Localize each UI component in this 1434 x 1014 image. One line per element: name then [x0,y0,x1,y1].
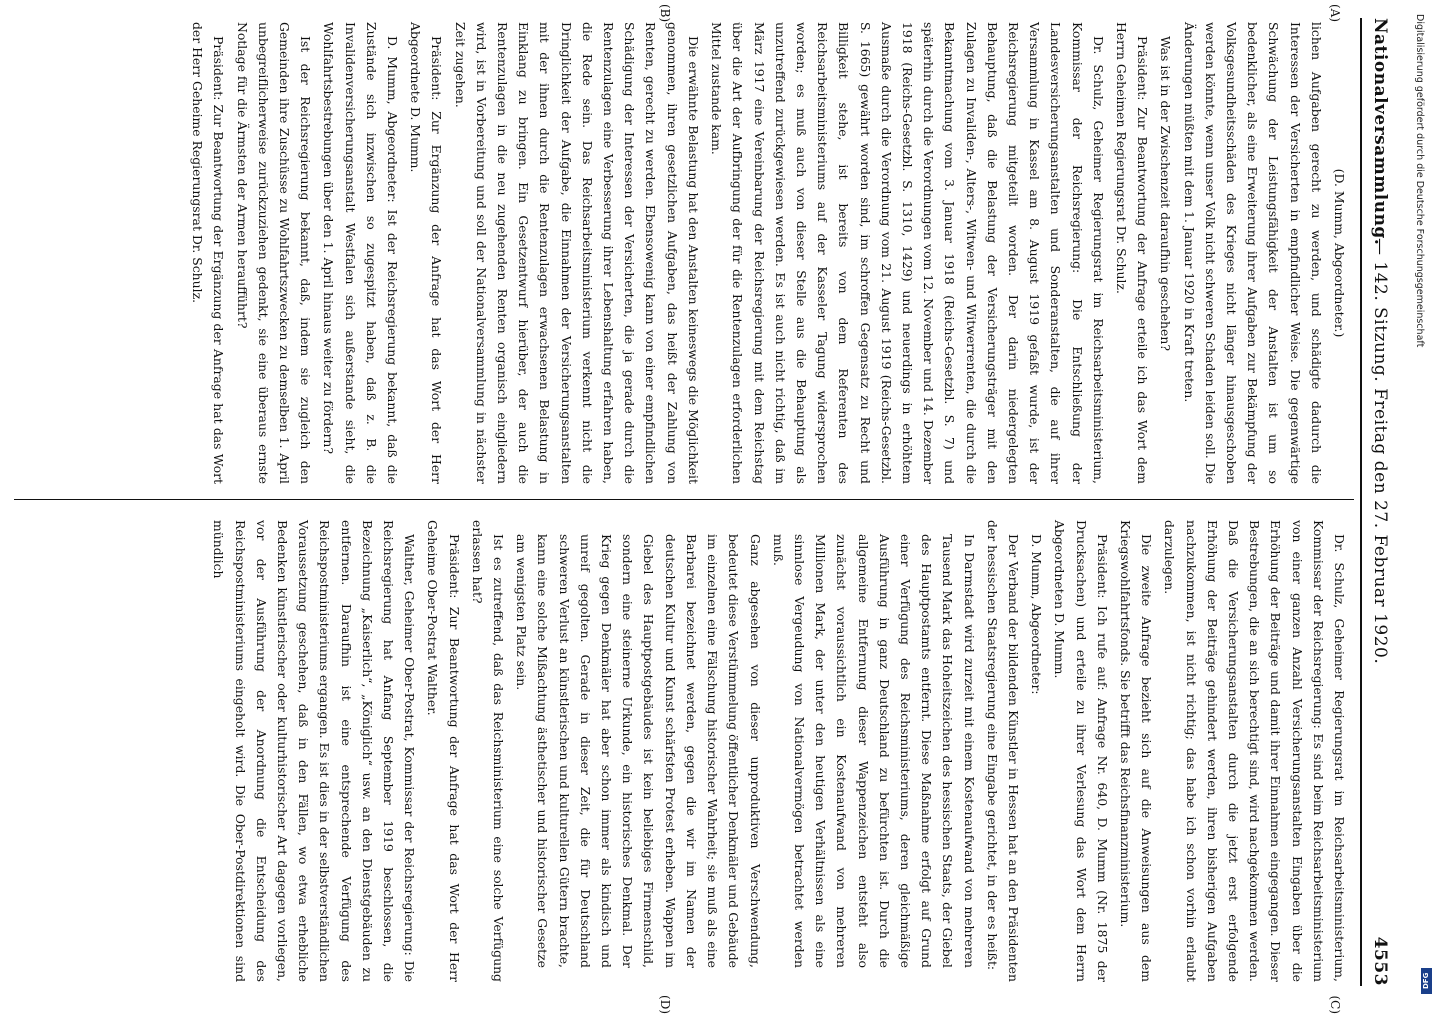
header-session: — 142. Sitzung. Freitag den 27. Februar 1920. [1370,238,1390,665]
margin-marker-b: (B) [658,4,672,23]
paragraph: Ist der Reichsregierung bekannt, daß, indem sie zugleich den Gemeinden ihre Zuschüsse zu Wohlfahrtszwecken zu demselben 1. April unbegreiflicherweise zurückzuziehen gedenkt, sie eine überaus ernste Notlage für die Ärmsten der Armen heraufführt? [234,22,314,484]
paragraph: Die zweite Anfrage bezieht sich auf die Anweisungen aus dem Kriegswohlfahrtsfonds. Sie betrifft das Reichsfinanzministerium. [1117,520,1155,982]
paragraph: Präsident: Zur Beantwortung der Anfrage erteile ich das Wort dem Herrn Geheimen Regierungsrat Dr. Schulz. [1113,22,1151,484]
paragraph: Die erwähnte Belastung hat den Anstalten keineswegs die Möglichkeit genommen, ihren gesetzlichen Aufgaben, das heißt der Zahlung von Renten, gerecht zu werden. Ebensowenig kann von einer empfindlichen Schädigung der Interessen der Versicherten, die ja gerade durch die Rentenzulagen eine Verbesserung ihrer Lebenshaltung erfahren haben, die Rede sein. Das Reichsarbeitsministerium verkennt nicht die Dringlichkeit der Aufgabe, die Einnahmen der Versicherungsanstalten mit der ihnen durch die Rentenzulagen erwachsenen Belastung in Einklang zu bringen. Ein Gesetzentwurf hierüber, der auch die Rentenzulagen in die neu zugehenden Renten organisch eingliedern wird, ist in Vorbereitung und soll der Nationalversammlung in nächster Zeit zugehen. [452,22,701,484]
paragraph: (D. Mumm, Abgeordneter.) [1332,168,1347,338]
paragraph: Was ist in der Zwischenzeit daraufhin geschehen? [1158,36,1174,351]
digitization-credit: Digitalisierung gefördert durch die Deutsche Forschungsgemeinschaft [1414,14,1425,348]
text-column-right [206,520,1350,982]
quoted-paragraph: Ganz abgesehen von dieser unproduktiven Verschwendung, bedeutet diese Verstümmelung öffentlicher Denkmäler und Gebäude im einzelnen eine Fälschung historischer Wahrheit; sie muß als eine Barbarei bezeichnet werden, gegen die wir im Namen der deutschen Kultur und Kunst schärfsten Protest erheben. Wappen im Giebel des Hauptpostgebäudes ist kein beliebiges Firmenschild, sondern eine steinerne Urkunde, ein historisches Denkmal. Der Krieg gegen Denkmäler hat aber schon immer als kindisch und unreif gegolten. Gerade in dieser Zeit, die für Deutschland schweren Verlust an künstlerischen und kulturellen Gütern brachte, kann eine solche Mißachtung ästhetischer und historischer Gesetze am wenigsten Platz sein. [514,534,763,968]
text-column-left [185,22,1350,484]
paragraph: Dr. Schulz, Geheimer Regierungsrat im Reichsarbeitsministerium, Kommissar der Reichsregierung: Es sind beim Reichsarbeitsministerium von einer ganzen Anzahl Versicherungsanstalten Eingaben über die Erhöhung der Beiträge und damit ihrer Einnahmen eingegangen. Dieser Bestrebungen, die an sich berechtigt sind, wird nachgekommen werden. Daß die Versicherungsanstalten durch die jetzt erst erfolgende Erhöhung der Beiträge gehindert werden, ihren bisherigen Aufgaben nachzukommen, ist nicht richtig; das habe ich schon vorhin erlaubt darzulegen. [1162,520,1347,982]
page-header [1360,18,1396,986]
paragraph: Der Verband der bildenden Künstler in Hessen hat an den Präsidenten der hessischen Staatsregierung eine Eingabe gerichtet, in der es heißt: [984,520,1021,982]
paragraph: D. Mumm, Abgeordneter: Ist der Reichsregierung bekannt, daß die Zustände sich inzwischen so zugespitzt haben, daß z. B. die Invalidenversicherungsanstalt Westfalen sich außerstande sieht, die Wohlfahrtsbestrebungen über den 1. April hinaus weiter zu fördern? [321,22,401,484]
paragraph: Präsident: Zur Beantwortung der Anfrage hat das Wort der Herr Geheime Ober-Postrat Walther. [425,520,462,982]
page-number: 4553 [1370,936,1390,986]
paragraph: Dr. Schulz, Geheimer Regierungsrat im Reichsarbeitsministerium, Kommissar der Reichsregierung: Die Entschließung der Landesversicherungsanstalten und Sonderanstalten, die auf ihrer Versammlung in Kassel am 8. August 1919 gefaßt wurde, ist der Reichsregierung mitgeteilt worden. Der darin niedergelegten Behauptung, daß die Belastung der Versicherungsträger mit den Zulagen zu Invaliden-, Alters-, Witwen- und Witwerrenten, die durch die Bekanntmachung vom 3. Januar 1918 (Reichs-Gesetzbl. S. 7) und späterhin durch die Verordnungen vom 12. November und 14. Dezember 1918 (Reichs-Gesetzbl. S. 1310, 1429) und neuerdings in erhöhtem Ausmaße durch die Verordnung vom 21. August 1919 (Reichs-Gesetzbl. S. 1665) gewährt worden sind, im schroffen Gegensatz zu Recht und Billigkeit stehe, ist bereits von dem Referenten des Reichsarbeitsministeriums auf der Kasseler Tagung widersprochen worden; es muß auch von dieser Stelle aus die Behauptung als unzutreffend zurückgewiesen werden. Es ist auch nicht richtig, daß im März 1917 eine Vereinbarung der Reichsregierung mit dem Reichstag über die Art der Aufbringung der für die Rentenzulagen erforderlichen Mittel zustande kam. [709,22,1106,484]
paragraph: Walther, Geheimer Ober-Postrat, Kommissar der Reichsregierung: Die Reichsregierung hat Anfang September 1919 beschlossen, die Bezeichnung „Kaiserlich“, „Königlich“ usw. an den Dienstgebäuden zu entfernen. Daraufhin ist eine entsprechende Verfügung des Reichspostministeriums ergangen. Es ist dies in der selbstverständlichen Voraussetzung geschehen, daß in den Fällen, wo etwa erhebliche Bedenken künstlerischer oder kulturhistorischer Art dagegen vorliegen, vor der Ausführung der Anordnung die Entscheidung des Reichspostministeriums eingeholt wird. Die Ober-Postdirektionen sind mündlich [211,520,418,982]
margin-marker-d: (D) [658,995,672,1014]
margin-marker-a: (A) [1328,4,1342,23]
dfg-logo: DFG [1421,968,1432,994]
paragraph: lichen Aufgaben gerecht zu werden, und schädigte dadurch die Interessen der Versicherten in empfindlicher Weise. Die gegenwärtige Schwächung der Leistungsfähigkeit der Anstalten ist um so bedenklicher, als eine Erweiterung ihrer Aufgaben zur Bekämpfung der Volksgesundheitsschäden des Krieges nicht länger hinausgeschoben werden könnte, wenn unser Volk nicht schweren Schaden leiden soll. Die Änderungen müßten mit dem 1. Januar 1920 in Kraft treten. [1181,22,1324,484]
paragraph: Präsident: Zur Beantwortung der Ergänzung der Anfrage hat das Wort der Herr Geheime Regierungsrat Dr. Schulz. [190,22,227,484]
column-divider [14,499,1354,500]
margin-marker-c: (C) [1328,995,1342,1014]
header-title: Nationalversammlung. [1370,18,1390,246]
quoted-paragraph: In Darmstadt wird zurzeit mit einem Kostenaufwand von mehreren Tausend Mark das Hoheitszeichen des hessischen Staats, der Giebel des Hauptpostamts entfernt. Diese Maßnahme erfolgt auf Grund einer Verfügung des Reichsministeriums, deren gleichmäßige Ausführung in ganz Deutschland zu befürchten ist. Durch die allgemeine Entfernung dieser Wappenzeichen entsteht also zunächst voraussichtlich ein Kostenaufwand von mehreren Millionen Mark, der unter den heutigen Verhältnissen als eine sinnlose Vergeudung von Nationalvermögen betrachtet werden muß. [770,534,977,968]
rotated-document-page [2,0,1402,1014]
paragraph: Präsident: Zur Ergänzung der Anfrage hat das Wort der Herr Abgeordnete D. Mumm. [408,22,445,484]
paragraph: D. Mumm, Abgeordneter: [1029,534,1045,695]
paragraph: Ist es zutreffend, daß das Reichsministerium eine solche Verfügung erlassen hat? [469,520,507,982]
paragraph: Präsident: Ich rufe auf: Anfrage Nr. 640, D. Mumm (Nr. 1875 der Drucksachen) und erteile zu ihrer Verlesung das Wort dem Herrn Abgeordneten D. Mumm. [1052,520,1110,982]
